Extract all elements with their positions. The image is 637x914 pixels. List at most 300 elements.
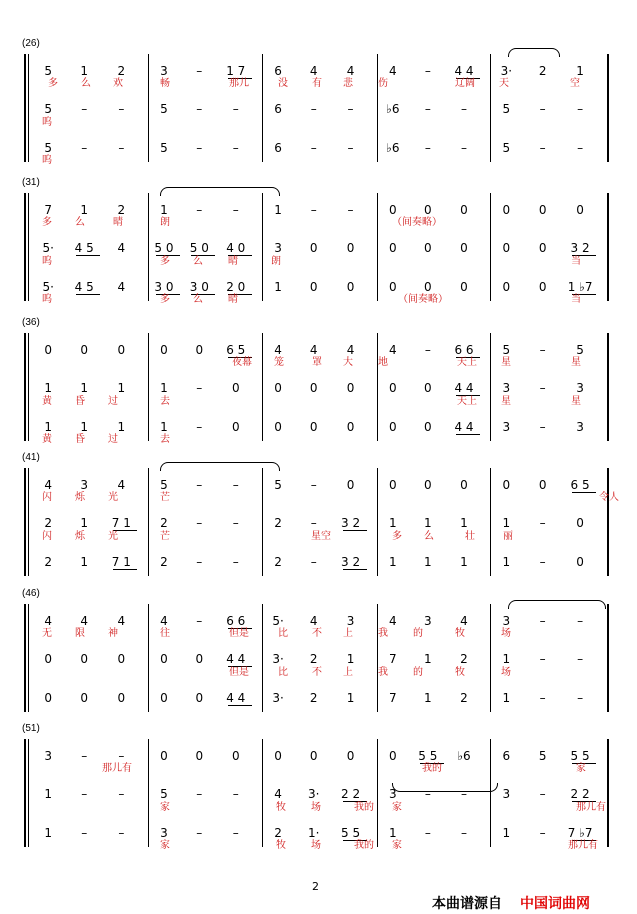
system-brace	[24, 54, 26, 162]
note: 1·	[308, 826, 320, 840]
note: 1	[80, 64, 88, 78]
lyric: 多	[42, 217, 52, 228]
note: –	[539, 555, 546, 569]
note: –	[232, 555, 239, 569]
note: 1	[424, 691, 432, 705]
note: 0	[424, 478, 432, 492]
note: 0	[195, 749, 204, 763]
note: 2	[274, 826, 282, 840]
system-brace-inner	[28, 333, 29, 441]
barline	[377, 468, 378, 576]
note: 6 6	[454, 343, 474, 357]
note: –	[310, 102, 317, 116]
note: –	[196, 516, 203, 530]
measure-number: (46)	[22, 588, 40, 599]
note: 4 4	[226, 691, 246, 705]
note: –	[424, 787, 431, 801]
note: 0	[346, 749, 355, 763]
note: –	[310, 203, 317, 217]
note: 0	[309, 241, 318, 255]
score-system	[0, 723, 637, 853]
note: 3	[388, 787, 397, 801]
barline	[490, 739, 491, 847]
lyric: 家	[160, 802, 170, 813]
lyric: 去	[160, 396, 170, 407]
beam-underline	[76, 294, 100, 295]
note: 1	[80, 555, 88, 569]
note: 5	[274, 478, 282, 492]
note: –	[196, 64, 203, 78]
lyric: 那儿有	[102, 763, 132, 774]
lyric: 场	[501, 667, 511, 678]
lyric: 朗	[160, 217, 170, 228]
note: –	[196, 555, 203, 569]
note: 3 0	[154, 280, 174, 294]
note: –	[539, 516, 546, 530]
beam-underline	[343, 569, 367, 570]
note: 2 2	[341, 787, 361, 801]
note: 0	[160, 691, 168, 705]
note: –	[196, 826, 203, 840]
note: 7 1	[111, 516, 131, 530]
lyric: 悲	[343, 78, 353, 89]
lyric: 无	[42, 628, 52, 639]
note: –	[232, 516, 239, 530]
note: 2	[117, 203, 126, 217]
note: –	[424, 64, 431, 78]
barline	[148, 468, 149, 576]
note: –	[196, 203, 203, 217]
note: 0	[502, 203, 511, 217]
lyric: 那儿有	[576, 802, 606, 813]
note: 7	[388, 652, 397, 666]
barline	[377, 604, 378, 712]
lyric: 大	[343, 357, 353, 368]
note: 1	[502, 652, 511, 666]
note: –	[232, 102, 239, 116]
note: 1	[44, 787, 53, 801]
barline	[148, 54, 149, 162]
note: –	[577, 652, 584, 666]
lyric: 星	[571, 396, 581, 407]
lyric: 天	[499, 78, 509, 89]
note: 0	[460, 203, 468, 217]
note: 3 2	[570, 241, 590, 255]
note: 0	[80, 652, 88, 666]
lyric: 星	[501, 396, 511, 407]
measure-number: (31)	[22, 177, 40, 188]
barline	[377, 739, 378, 847]
note: 0	[195, 652, 204, 666]
note: 4	[274, 343, 282, 357]
beam-underline	[113, 569, 137, 570]
note: 0	[388, 241, 397, 255]
note: 5 0	[189, 241, 209, 255]
note: 0	[231, 420, 240, 434]
barline	[262, 468, 263, 576]
note: 2	[44, 555, 53, 569]
system-brace	[24, 604, 26, 712]
note: –	[577, 141, 584, 155]
note: –	[424, 141, 431, 155]
note: 6	[274, 141, 282, 155]
lyric: 闪	[42, 531, 52, 542]
system-brace-inner	[28, 193, 29, 301]
note: 0	[195, 343, 204, 357]
note: 0	[538, 203, 547, 217]
note: 1	[117, 381, 126, 395]
lyric: 场	[311, 840, 321, 851]
note: 4	[117, 280, 126, 294]
note: 0	[388, 478, 397, 492]
note: 6	[274, 64, 282, 78]
barline	[490, 193, 491, 301]
note: –	[461, 787, 467, 801]
system-brace	[24, 739, 26, 847]
note: 4 5	[74, 241, 94, 255]
lyric: 空	[570, 78, 580, 89]
note: –	[81, 826, 88, 840]
lyric: 呜	[42, 117, 52, 128]
note: –	[424, 102, 431, 116]
note: 1	[80, 420, 88, 434]
note: 4	[274, 787, 282, 801]
note: 0	[309, 280, 318, 294]
barline	[607, 739, 609, 847]
lyric: 呜	[42, 256, 52, 267]
note: –	[196, 614, 203, 628]
note: 0	[388, 420, 397, 434]
note: 2	[274, 555, 282, 569]
lyric: 晴	[113, 217, 123, 228]
note: 4	[388, 343, 397, 357]
note: 2	[309, 691, 318, 705]
lyric: 当	[571, 256, 581, 267]
note: 4	[117, 614, 126, 628]
note: 1	[117, 420, 126, 434]
note: –	[232, 203, 239, 217]
note: 7 ♭7	[567, 826, 593, 840]
lyric: 闪	[42, 492, 52, 503]
note: 2	[160, 555, 168, 569]
lyric: 笼	[274, 357, 284, 368]
note: 5	[502, 141, 511, 155]
note: 4	[346, 343, 355, 357]
note: 3 0	[189, 280, 209, 294]
lyric: 么	[424, 531, 434, 542]
note: 1	[80, 516, 88, 530]
lyric: 家	[392, 840, 402, 851]
note: –	[577, 614, 584, 628]
note: 1	[424, 652, 432, 666]
barline	[148, 739, 149, 847]
system-brace	[24, 193, 26, 301]
lyric: 当	[571, 294, 581, 305]
footer-source: 本曲谱源自	[432, 896, 502, 912]
note: 4 4	[454, 64, 474, 78]
barline	[377, 54, 378, 162]
note: 1	[44, 420, 53, 434]
lyric: 伤	[378, 78, 388, 89]
note: –	[310, 516, 317, 530]
note: 1	[576, 64, 584, 78]
system-brace-inner	[28, 54, 29, 162]
note: –	[461, 141, 467, 155]
note: 1 7	[226, 64, 246, 78]
lyric: 上	[343, 628, 353, 639]
note: 2	[538, 64, 547, 78]
note: 1	[274, 203, 282, 217]
note: –	[539, 652, 546, 666]
lyric: 我	[378, 667, 388, 678]
lyric: 辽阔	[455, 78, 475, 89]
note: 0	[231, 381, 240, 395]
footer-site[interactable]: 中国词曲网	[520, 896, 590, 912]
barline	[262, 54, 263, 162]
note: 0	[44, 343, 53, 357]
lyric: 不	[312, 628, 322, 639]
note: –	[118, 749, 125, 763]
note: 1	[160, 381, 168, 395]
lyric: 比	[278, 667, 288, 678]
tie	[508, 48, 560, 57]
note: 3	[502, 787, 511, 801]
barline	[262, 739, 263, 847]
note: –	[539, 826, 546, 840]
system-brace	[24, 468, 26, 576]
lyric: 不	[312, 667, 322, 678]
note: ♭6	[457, 749, 471, 763]
note: –	[347, 102, 354, 116]
note: ♭6	[386, 102, 400, 116]
note: 2	[460, 652, 468, 666]
note: 0	[538, 280, 547, 294]
lyric: 么	[81, 78, 91, 89]
note: 0	[160, 343, 168, 357]
note: 1	[388, 826, 397, 840]
lyric: 有	[312, 78, 322, 89]
score-system	[0, 38, 637, 168]
note: 0	[576, 516, 584, 530]
note: 0	[576, 203, 584, 217]
lyric: 往	[160, 628, 170, 639]
note: 6	[502, 749, 511, 763]
note: 5·	[42, 241, 54, 255]
note: 5	[44, 102, 53, 116]
note: 0	[388, 749, 397, 763]
note: –	[81, 102, 88, 116]
note: 1	[460, 516, 468, 530]
lyric: （间奏略）	[392, 217, 442, 228]
barline	[148, 193, 149, 301]
note: 4 4	[226, 652, 246, 666]
note: 0	[309, 749, 318, 763]
note: –	[539, 343, 546, 357]
lyric: 上	[343, 667, 353, 678]
note: 0	[44, 652, 53, 666]
lyric: 过	[108, 396, 118, 407]
lyric: 没	[278, 78, 288, 89]
note: 6 5	[226, 343, 246, 357]
lyric: 壮	[465, 531, 475, 542]
note: –	[196, 141, 203, 155]
note: 0	[195, 691, 204, 705]
note: 4	[388, 64, 397, 78]
barline	[377, 333, 378, 441]
note: 3	[502, 420, 511, 434]
note: 5 0	[154, 241, 174, 255]
note: 3	[502, 381, 511, 395]
lyric: 牧	[455, 628, 465, 639]
note: 2 0	[226, 280, 246, 294]
lyric: 限	[75, 628, 85, 639]
note: 5 5	[418, 749, 438, 763]
note: 0	[460, 478, 468, 492]
barline	[607, 333, 609, 441]
note: –	[539, 691, 546, 705]
note: –	[424, 343, 431, 357]
lyric: 我的	[422, 763, 442, 774]
note: 3	[160, 64, 168, 78]
lyric: 地	[378, 357, 388, 368]
note: 1	[388, 516, 397, 530]
note: 0	[274, 381, 282, 395]
lyric: 场	[501, 628, 511, 639]
lyric: 牧	[276, 802, 286, 813]
lyric: 呜	[42, 294, 52, 305]
note: 1	[388, 555, 397, 569]
note: –	[81, 141, 88, 155]
note: 3·	[308, 787, 320, 801]
lyric: 家	[160, 840, 170, 851]
measure-number: (51)	[22, 723, 40, 734]
lyric: 黄	[42, 396, 52, 407]
lyric: 晴	[228, 256, 238, 267]
barline	[607, 604, 609, 712]
note: 0	[160, 652, 168, 666]
note: –	[539, 102, 546, 116]
note: –	[461, 102, 467, 116]
note: –	[539, 141, 546, 155]
note: 4	[309, 64, 318, 78]
lyric: 芒	[160, 492, 170, 503]
note: 4 5	[74, 280, 94, 294]
note: 0	[346, 280, 355, 294]
note: 0	[309, 381, 318, 395]
lyric: 家	[576, 763, 586, 774]
note: 0	[160, 749, 168, 763]
lyric: 场	[311, 802, 321, 813]
lyric: 牧	[455, 667, 465, 678]
note: 0	[538, 478, 547, 492]
lyric: 那儿有	[568, 840, 598, 851]
note: 2	[309, 652, 318, 666]
note: 2	[160, 516, 168, 530]
lyric: 星	[501, 357, 511, 368]
note: –	[539, 381, 546, 395]
lyric: 的	[413, 667, 423, 678]
note: 1	[274, 280, 282, 294]
lyric: 夜幕	[232, 357, 252, 368]
note: 0	[460, 280, 468, 294]
note: 5 5	[341, 826, 361, 840]
note: 7	[44, 203, 53, 217]
note: 2	[460, 691, 468, 705]
note: 1	[502, 826, 511, 840]
note: 5	[160, 141, 168, 155]
note: –	[577, 102, 584, 116]
note: –	[196, 381, 203, 395]
note: 5	[538, 749, 547, 763]
barline	[262, 333, 263, 441]
note: 0	[346, 420, 355, 434]
note: 2	[117, 64, 126, 78]
note: 4	[117, 241, 126, 255]
beam-underline	[572, 492, 596, 493]
lyric: 多	[160, 256, 170, 267]
note: –	[310, 141, 317, 155]
barline	[490, 468, 491, 576]
barline	[607, 193, 609, 301]
note: 4 4	[454, 420, 474, 434]
note: –	[577, 691, 584, 705]
note: 0	[117, 343, 126, 357]
note: 0	[424, 280, 432, 294]
note: 0	[538, 241, 547, 255]
note: 0	[274, 420, 282, 434]
system-brace-inner	[28, 468, 29, 576]
lyric: 畅	[160, 78, 170, 89]
note: 5	[502, 343, 511, 357]
lyric: 星空	[311, 531, 331, 542]
note: –	[118, 102, 125, 116]
note: 1	[346, 652, 355, 666]
note: 5	[576, 343, 584, 357]
note: 3	[424, 614, 432, 628]
note: 2 2	[570, 787, 590, 801]
note: ♭6	[386, 141, 400, 155]
lyric: 我的	[354, 802, 374, 813]
note: 0	[80, 691, 88, 705]
note: 4 4	[454, 381, 474, 395]
barline	[490, 604, 491, 712]
note: 3·	[272, 691, 284, 705]
beam-underline	[76, 255, 100, 256]
lyric: 但是	[229, 628, 249, 639]
beam-underline	[343, 530, 367, 531]
measure-number: (26)	[22, 38, 40, 49]
note: –	[118, 826, 125, 840]
note: 4	[160, 614, 168, 628]
lyric: 多	[160, 294, 170, 305]
note: 0	[502, 241, 511, 255]
lyric: 么	[193, 294, 203, 305]
note: –	[347, 203, 354, 217]
note: –	[232, 826, 239, 840]
note: 1	[44, 826, 53, 840]
lyric: 的	[413, 628, 423, 639]
system-brace-inner	[28, 739, 29, 847]
system-brace	[24, 333, 26, 441]
barline	[607, 54, 609, 162]
note: 6 6	[226, 614, 246, 628]
note: 3 2	[341, 555, 361, 569]
note: 1	[502, 691, 511, 705]
note: 0	[424, 203, 432, 217]
measure-number: (36)	[22, 317, 40, 328]
lyric: 多	[392, 531, 402, 542]
note: –	[347, 141, 354, 155]
